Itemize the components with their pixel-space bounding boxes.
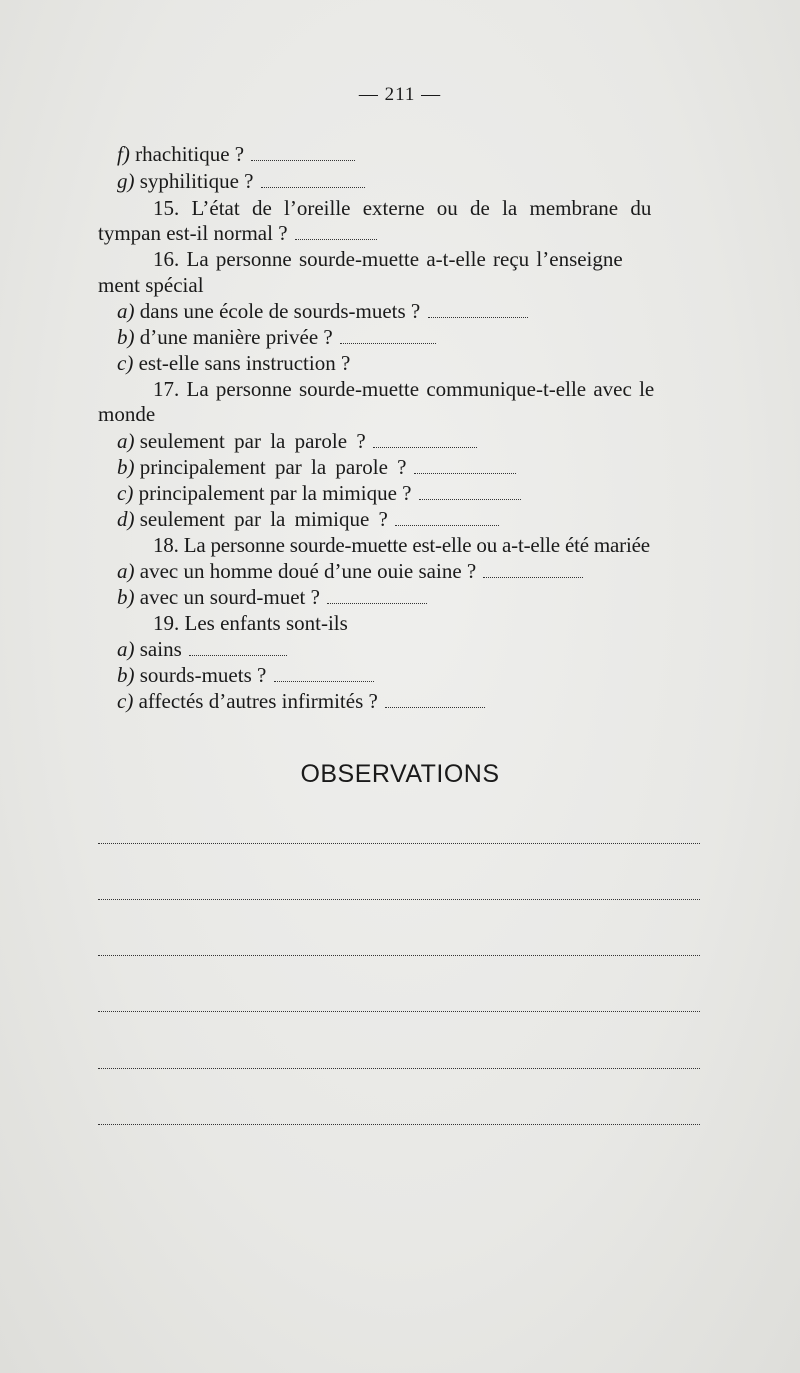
question-19-c (117, 688, 485, 714)
item-text: principalement par la mimique ? (138, 481, 412, 505)
item-text: syphilitique ? (139, 169, 254, 193)
question-16-line1 (153, 246, 623, 272)
question-16-a (117, 298, 528, 324)
item-letter: f) (117, 142, 130, 166)
answer-blank[interactable] (261, 186, 365, 188)
answer-blank[interactable] (414, 472, 516, 474)
item-text: sains (139, 637, 182, 661)
item-letter: c) (117, 689, 134, 713)
question-text: ment spécial (98, 273, 204, 297)
question-17-d (117, 506, 499, 532)
observation-line-3[interactable] (98, 955, 700, 956)
question-19-b (117, 662, 374, 688)
question-text: 18. La personne sourde-muette est-elle ou a-t-elle été mariée (153, 533, 650, 557)
question-18-line1 (153, 532, 650, 558)
question-text: 17. La personne sourde-muette communique-t-elle avec le (153, 377, 655, 401)
item-text: avec un homme doué d’une ouie saine ? (139, 559, 477, 583)
answer-blank[interactable] (483, 576, 583, 578)
question-text: 15. L’état de l’oreille externe ou de la membrane du (153, 196, 652, 220)
item-text: sourds-muets ? (139, 663, 267, 687)
question-16-b (117, 324, 436, 350)
item-text: seulement par la parole ? (139, 429, 366, 453)
question-text: tympan est-il normal ? (98, 221, 288, 245)
item-text: affectés d’autres infirmités ? (138, 689, 378, 713)
question-17-line2 (98, 401, 155, 427)
question-17-c (117, 480, 521, 506)
item-letter: c) (117, 481, 134, 505)
observation-line-4[interactable] (98, 1011, 700, 1012)
observations-title: OBSERVATIONS (300, 760, 500, 788)
item-letter: a) (117, 299, 135, 323)
item-letter: d) (117, 507, 135, 531)
question-16-line2 (98, 272, 204, 298)
answer-blank[interactable] (327, 602, 427, 604)
question-text: 19. Les enfants sont-ils (153, 611, 348, 635)
answer-blank[interactable] (419, 498, 521, 500)
item-text: principalement par la parole ? (139, 455, 407, 479)
question-19-line1 (153, 610, 348, 636)
question-15-line1 (153, 195, 700, 221)
item-text: rhachitique ? (135, 142, 245, 166)
item-letter: b) (117, 455, 135, 479)
answer-blank[interactable] (385, 706, 485, 708)
item-letter: c) (117, 351, 134, 375)
question-16-c (117, 350, 350, 376)
item-letter: g) (117, 169, 135, 193)
item-letter: a) (117, 559, 135, 583)
observation-line-2[interactable] (98, 899, 700, 900)
observation-line-1[interactable] (98, 843, 700, 844)
item-text: dans une école de sourds-muets ? (139, 299, 421, 323)
item-g-syphilitique (117, 168, 365, 194)
answer-blank[interactable] (251, 159, 355, 161)
question-19-a (117, 636, 287, 662)
item-letter: b) (117, 325, 135, 349)
answer-blank[interactable] (428, 316, 528, 318)
item-f-rhachitique (117, 141, 355, 167)
question-15-line2 (98, 220, 377, 246)
answer-blank[interactable] (340, 342, 436, 344)
answer-blank[interactable] (189, 654, 287, 656)
observation-line-5[interactable] (98, 1068, 700, 1069)
answer-blank[interactable] (373, 446, 477, 448)
question-text: 16. La personne sourde-muette a-t-elle reçu l’enseigne (153, 247, 623, 271)
page-number: — 211 — (358, 84, 442, 105)
question-text: monde (98, 402, 156, 426)
question-18-a (117, 558, 583, 584)
item-letter: b) (117, 663, 135, 687)
question-17-a (117, 428, 477, 454)
item-text: seulement par la mimique ? (139, 507, 388, 531)
item-text: avec un sourd-muet ? (139, 585, 320, 609)
answer-blank[interactable] (295, 238, 377, 240)
item-letter: a) (117, 429, 135, 453)
question-18-b (117, 584, 427, 610)
answer-blank[interactable] (395, 524, 499, 526)
item-letter: a) (117, 637, 135, 661)
question-17-line1 (153, 376, 654, 402)
observation-line-6[interactable] (98, 1124, 700, 1125)
question-17-b (117, 454, 516, 480)
item-text: est-elle sans instruction ? (138, 351, 351, 375)
item-text: d’une manière privée ? (139, 325, 333, 349)
answer-blank[interactable] (274, 680, 374, 682)
item-letter: b) (117, 585, 135, 609)
